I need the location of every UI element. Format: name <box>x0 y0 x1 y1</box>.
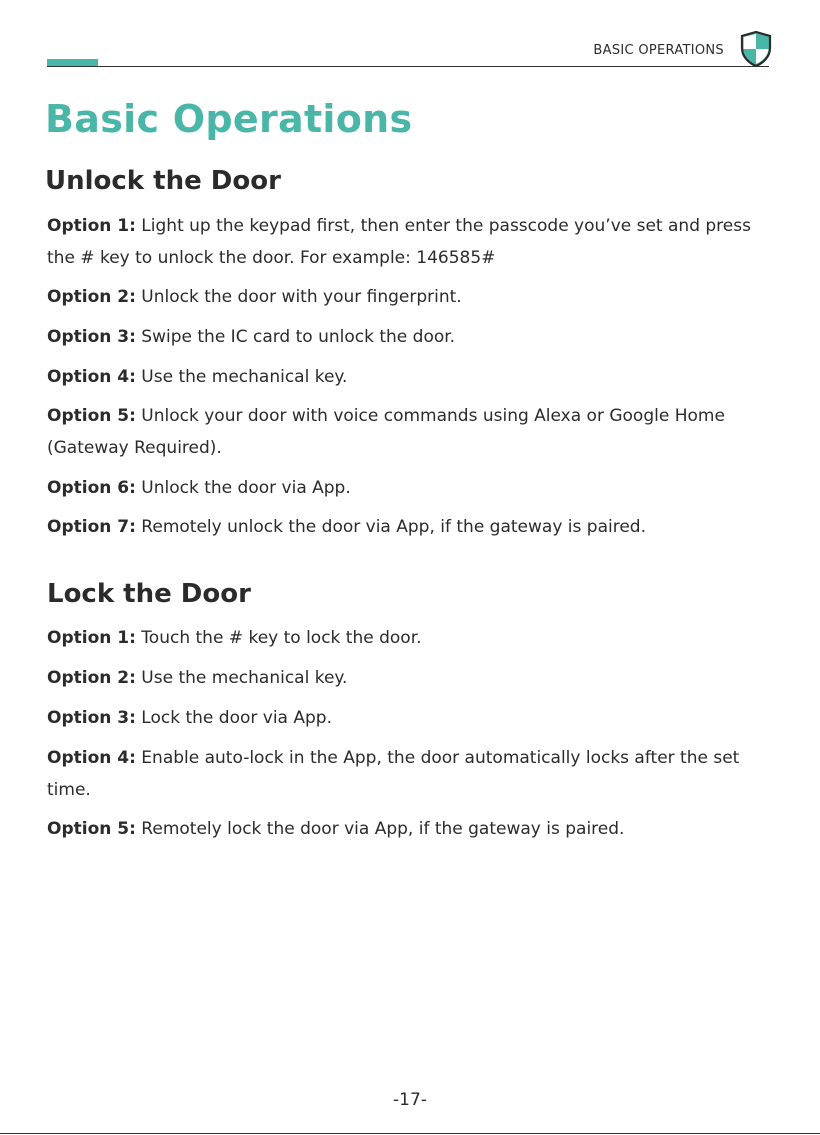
option-label: Option 5: <box>47 819 136 839</box>
lock-option-2 <box>47 662 777 694</box>
option-text: Unlock the door via App. <box>135 478 351 498</box>
page-title: Basic Operations <box>45 97 413 141</box>
option-label: Option 1: <box>47 216 136 236</box>
unlock-option-1 <box>47 210 777 274</box>
page-number: -17- <box>393 1090 427 1110</box>
option-label: Option 4: <box>47 367 136 387</box>
option-text: Remotely lock the door via App, if the gateway is paired. <box>135 819 625 839</box>
option-label: Option 6: <box>47 478 136 498</box>
lock-option-1 <box>47 622 777 654</box>
lock-option-4 <box>47 742 777 806</box>
option-text: Enable auto-lock in the App, the door automatically locks after the set time. <box>47 748 740 800</box>
unlock-option-4 <box>47 361 777 393</box>
option-text: Use the mechanical key. <box>135 668 348 688</box>
header-rule <box>47 66 769 67</box>
option-label: Option 2: <box>47 668 136 688</box>
option-label: Option 3: <box>47 327 136 347</box>
option-text: Unlock your door with voice commands using Alexa or Google Home (Gateway Required). <box>47 406 725 458</box>
unlock-option-6 <box>47 472 777 504</box>
header-accent-bar <box>47 59 98 66</box>
option-text: Touch the # key to lock the door. <box>135 628 422 648</box>
unlock-option-5 <box>47 400 777 464</box>
option-text: Use the mechanical key. <box>135 367 348 387</box>
unlock-option-3 <box>47 321 777 353</box>
footer-rule <box>0 1133 820 1134</box>
lock-option-5 <box>47 813 777 845</box>
option-text: Lock the door via App. <box>135 708 332 728</box>
section-heading-lock: Lock the Door <box>47 579 251 609</box>
option-label: Option 3: <box>47 708 136 728</box>
unlock-option-2 <box>47 281 777 313</box>
header-section-label: BASIC OPERATIONS <box>593 43 724 58</box>
unlock-option-7 <box>47 511 777 543</box>
option-label: Option 5: <box>47 406 136 426</box>
option-text: Unlock the door with your fingerprint. <box>135 287 462 307</box>
option-label: Option 4: <box>47 748 136 768</box>
option-text: Light up the keypad first, then enter the passcode you’ve set and press the # key to unlock the door. For example: 146585# <box>47 216 751 268</box>
option-label: Option 1: <box>47 628 136 648</box>
option-text: Swipe the IC card to unlock the door. <box>135 327 456 347</box>
option-label: Option 2: <box>47 287 136 307</box>
option-label: Option 7: <box>47 517 136 537</box>
option-text: Remotely unlock the door via App, if the gateway is paired. <box>135 517 646 537</box>
lock-option-3 <box>47 702 777 734</box>
section-heading-unlock: Unlock the Door <box>45 166 281 196</box>
shield-icon <box>740 31 772 67</box>
